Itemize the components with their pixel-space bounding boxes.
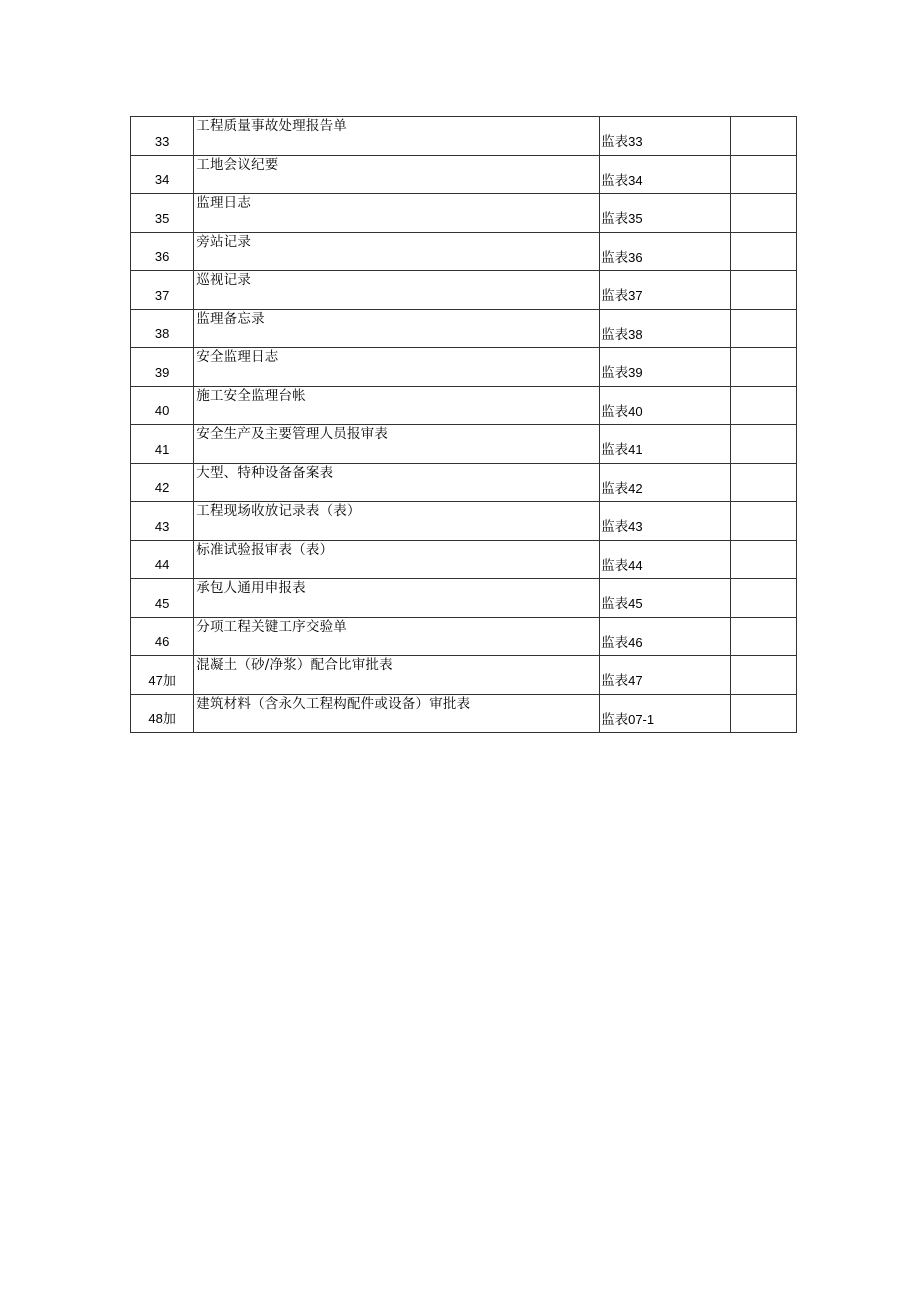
form-code-prefix: 监表 [601,557,629,574]
row-number-suffix: 加 [162,673,176,689]
form-code-prefix: 监表 [601,288,629,304]
remarks-cell [730,232,796,271]
form-name: 安全生产及主要管理人员报审表 [194,425,600,464]
row-number-suffix: 加 [162,712,176,727]
form-code-cell [600,271,731,310]
row-number: 40 [154,403,170,418]
form-code-number: 40 [628,403,643,419]
form-code-cell [600,617,731,656]
row-number-cell [131,232,194,271]
row-number-cell [131,155,194,194]
remarks-cell [730,348,796,387]
remarks-cell [730,386,796,425]
row-number-cell [131,309,194,348]
form-code-prefix: 监表 [601,365,629,381]
form-code-cell [600,155,731,194]
row-number-cell [131,386,194,425]
table-row [131,232,797,271]
form-code-prefix: 监表 [601,403,629,420]
remarks-cell [730,155,796,194]
form-name: 旁站记录 [194,232,600,271]
form-code-prefix: 监表 [601,134,629,150]
row-number-cell [131,502,194,541]
table-row [131,271,797,310]
form-code-cell [600,309,731,348]
form-code-cell [600,540,731,579]
table-row [131,194,797,233]
table-row [131,309,797,348]
remarks-cell [730,502,796,541]
table-row [131,155,797,194]
row-number-cell [131,425,194,464]
remarks-cell [730,194,796,233]
form-code-prefix: 监表 [601,519,629,535]
form-code-cell [600,425,731,464]
table-row [131,425,797,464]
row-number: 33 [154,133,170,149]
table-row [131,656,797,695]
form-code-number: 39 [628,365,643,380]
form-name: 建筑材料（含永久工程构配件或设备）审批表 [194,694,600,733]
row-number: 43 [154,518,170,534]
form-code-number: 34 [628,172,643,188]
form-name: 巡视记录 [194,271,600,310]
row-number-cell [131,656,194,695]
form-code-prefix: 监表 [601,326,629,343]
row-number: 34 [154,172,170,187]
row-number-cell [131,694,194,733]
form-code-prefix: 监表 [601,442,629,458]
form-code-prefix: 监表 [601,211,629,227]
row-number-cell [131,117,194,156]
remarks-cell [730,117,796,156]
form-name: 大型、特种设备备案表 [194,463,600,502]
table-row [131,540,797,579]
table-row [131,386,797,425]
row-number: 35 [154,210,170,226]
form-name: 施工安全监理台帐 [194,386,600,425]
form-code-number: 33 [628,134,643,149]
form-name: 监理日志 [194,194,600,233]
form-code-prefix: 监表 [601,249,629,266]
table-row [131,463,797,502]
row-number-cell [131,348,194,387]
form-code-cell [600,656,731,695]
row-number-cell [131,579,194,618]
form-code-number: 47 [628,673,643,688]
row-number: 36 [154,249,170,264]
form-code-prefix: 监表 [601,711,629,728]
form-code-cell [600,386,731,425]
table-row [131,617,797,656]
row-number-cell [131,271,194,310]
row-number: 38 [154,326,170,341]
form-code-number: 45 [628,596,643,611]
form-name: 安全监理日志 [194,348,600,387]
form-code-number: 38 [628,326,643,342]
row-number: 47 [148,672,163,688]
remarks-cell [730,540,796,579]
form-name: 工地会议纪要 [194,155,600,194]
remarks-cell [730,271,796,310]
form-name: 承包人通用申报表 [194,579,600,618]
remarks-cell [730,463,796,502]
form-code-cell [600,694,731,733]
form-name: 混凝土（砂/净浆）配合比审批表 [194,656,600,695]
form-code-prefix: 监表 [601,634,629,651]
row-number: 45 [154,595,170,611]
row-number-cell [131,194,194,233]
row-number: 41 [154,441,170,457]
table-row [131,579,797,618]
form-name: 工程现场收放记录表（表） [194,502,600,541]
remarks-cell [730,425,796,464]
form-code-prefix: 监表 [601,172,629,189]
form-code-cell [600,117,731,156]
row-number: 42 [154,480,170,495]
form-code-number: 35 [628,211,643,226]
form-code-prefix: 监表 [601,480,629,497]
table-row [131,694,797,733]
form-index-table [130,116,797,733]
form-code-number: 37 [628,288,643,303]
form-name: 分项工程关键工序交验单 [194,617,600,656]
form-code-prefix: 监表 [601,596,629,612]
row-number: 37 [154,287,170,303]
remarks-cell [730,309,796,348]
row-number: 44 [154,557,170,572]
form-code-number: 36 [628,249,643,265]
form-code-number: 44 [628,557,643,573]
table-row [131,348,797,387]
remarks-cell [730,579,796,618]
form-code-cell [600,232,731,271]
form-code-number: 43 [628,519,643,534]
form-code-number: 42 [628,480,643,496]
form-name: 标准试验报审表（表） [194,540,600,579]
row-number: 39 [154,364,170,380]
form-name: 监理备忘录 [194,309,600,348]
form-code-cell [600,348,731,387]
form-code-cell [600,463,731,502]
table-row [131,117,797,156]
form-code-cell [600,502,731,541]
row-number-cell [131,540,194,579]
form-code-cell [600,579,731,618]
row-number: 46 [154,634,170,649]
remarks-cell [730,656,796,695]
form-code-number: 46 [628,634,643,650]
form-code-number: 41 [628,442,643,457]
row-number: 48 [148,711,163,726]
form-name: 工程质量事故处理报告单 [194,117,600,156]
remarks-cell [730,694,796,733]
table-row [131,502,797,541]
table-body [131,117,797,733]
remarks-cell [730,617,796,656]
row-number-cell [131,617,194,656]
form-code-cell [600,194,731,233]
form-code-prefix: 监表 [601,673,629,689]
row-number-cell [131,463,194,502]
form-code-number: 07-1 [628,711,655,727]
